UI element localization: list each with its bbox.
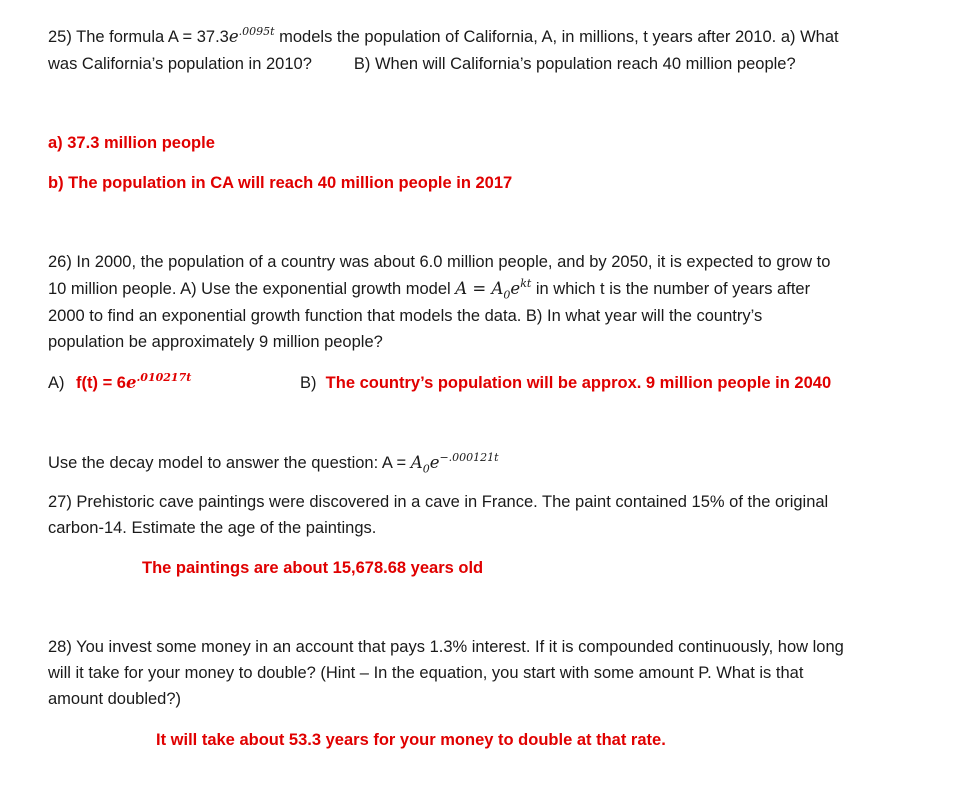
- model-base: A: [491, 279, 504, 298]
- q25-text-post: models the population of California, A, in millions, t years after 2010. a) What: [274, 28, 839, 46]
- q28-line1: 28) You invest some money in an account that pays 1.3% interest. If it is compounded continuously, how long: [48, 638, 844, 656]
- decay-sub: 0: [422, 462, 430, 476]
- decay-base: A: [410, 453, 423, 472]
- q26-ans-b-text: The country’s population will be approx. 9 million people in 2040: [325, 374, 832, 392]
- q25-answer-b: b) The population in CA will reach 40 million people in 2017: [48, 174, 513, 192]
- q27-line1: 27) Prehistoric cave paintings were discovered in a cave in France. The paint contained 15% of the original: [48, 493, 829, 511]
- q27-answer: The paintings are about 15,678.68 years old: [142, 559, 484, 577]
- decay-text: Use the decay model to answer the question: A =: [48, 454, 411, 472]
- q25-answer-a: a) 37.3 million people: [48, 134, 215, 152]
- q25-text-pre: 25) The formula A = 37.3: [48, 28, 229, 46]
- decay-exponent: −.000121t: [439, 450, 499, 464]
- q28-answer: It will take about 53.3 years for your money to double at that rate.: [156, 731, 666, 749]
- model-equals: =: [467, 279, 492, 298]
- q28-line3: amount doubled?): [48, 690, 182, 708]
- q26-answers: [48, 372, 191, 394]
- decay-model: [48, 452, 499, 474]
- q26-ans-b-label: B): [300, 374, 317, 392]
- q28-line2: will it take for your money to double? (Hint – In the equation, you start with some amount P. What is that: [48, 664, 804, 682]
- model-exponent: kt: [520, 276, 532, 290]
- q26-line2-post: in which t is the number of years after: [531, 280, 811, 298]
- q26-line2: [48, 278, 810, 300]
- q26-line1: 26) In 2000, the population of a country was about 6.0 million people, and by 2050, it is expected to grow to: [48, 253, 831, 271]
- q25-e: e: [228, 27, 239, 46]
- decay-e: e: [429, 453, 440, 472]
- q25-line1: [48, 26, 839, 48]
- q26-line3: 2000 to find an exponential growth function that models the data. B) In what year will the country’s: [48, 307, 763, 325]
- q27-line2: carbon-14. Estimate the age of the paintings.: [48, 519, 377, 537]
- q25-question-b: B) When will California’s population reach 40 million people?: [353, 55, 796, 73]
- model-lhs: A: [455, 279, 468, 298]
- q26-line4: population be approximately 9 million people?: [48, 333, 383, 351]
- q25-question-a: was California’s population in 2010?: [48, 55, 312, 73]
- q26-ans-a-label: A): [48, 374, 65, 392]
- q26-answer-b: [300, 372, 831, 394]
- q26-ans-a-exponent: .010217t: [136, 370, 192, 384]
- q25-exponent: .0095t: [238, 24, 275, 38]
- q26-ans-a-func: f(t) = 6: [76, 374, 126, 392]
- model-e: e: [510, 279, 521, 298]
- q25-line2: [48, 53, 796, 75]
- model-sub: 0: [503, 288, 511, 302]
- q26-ans-a-e: e: [125, 373, 137, 392]
- q26-line2-pre: 10 million people. A) Use the exponential growth model: [48, 280, 456, 298]
